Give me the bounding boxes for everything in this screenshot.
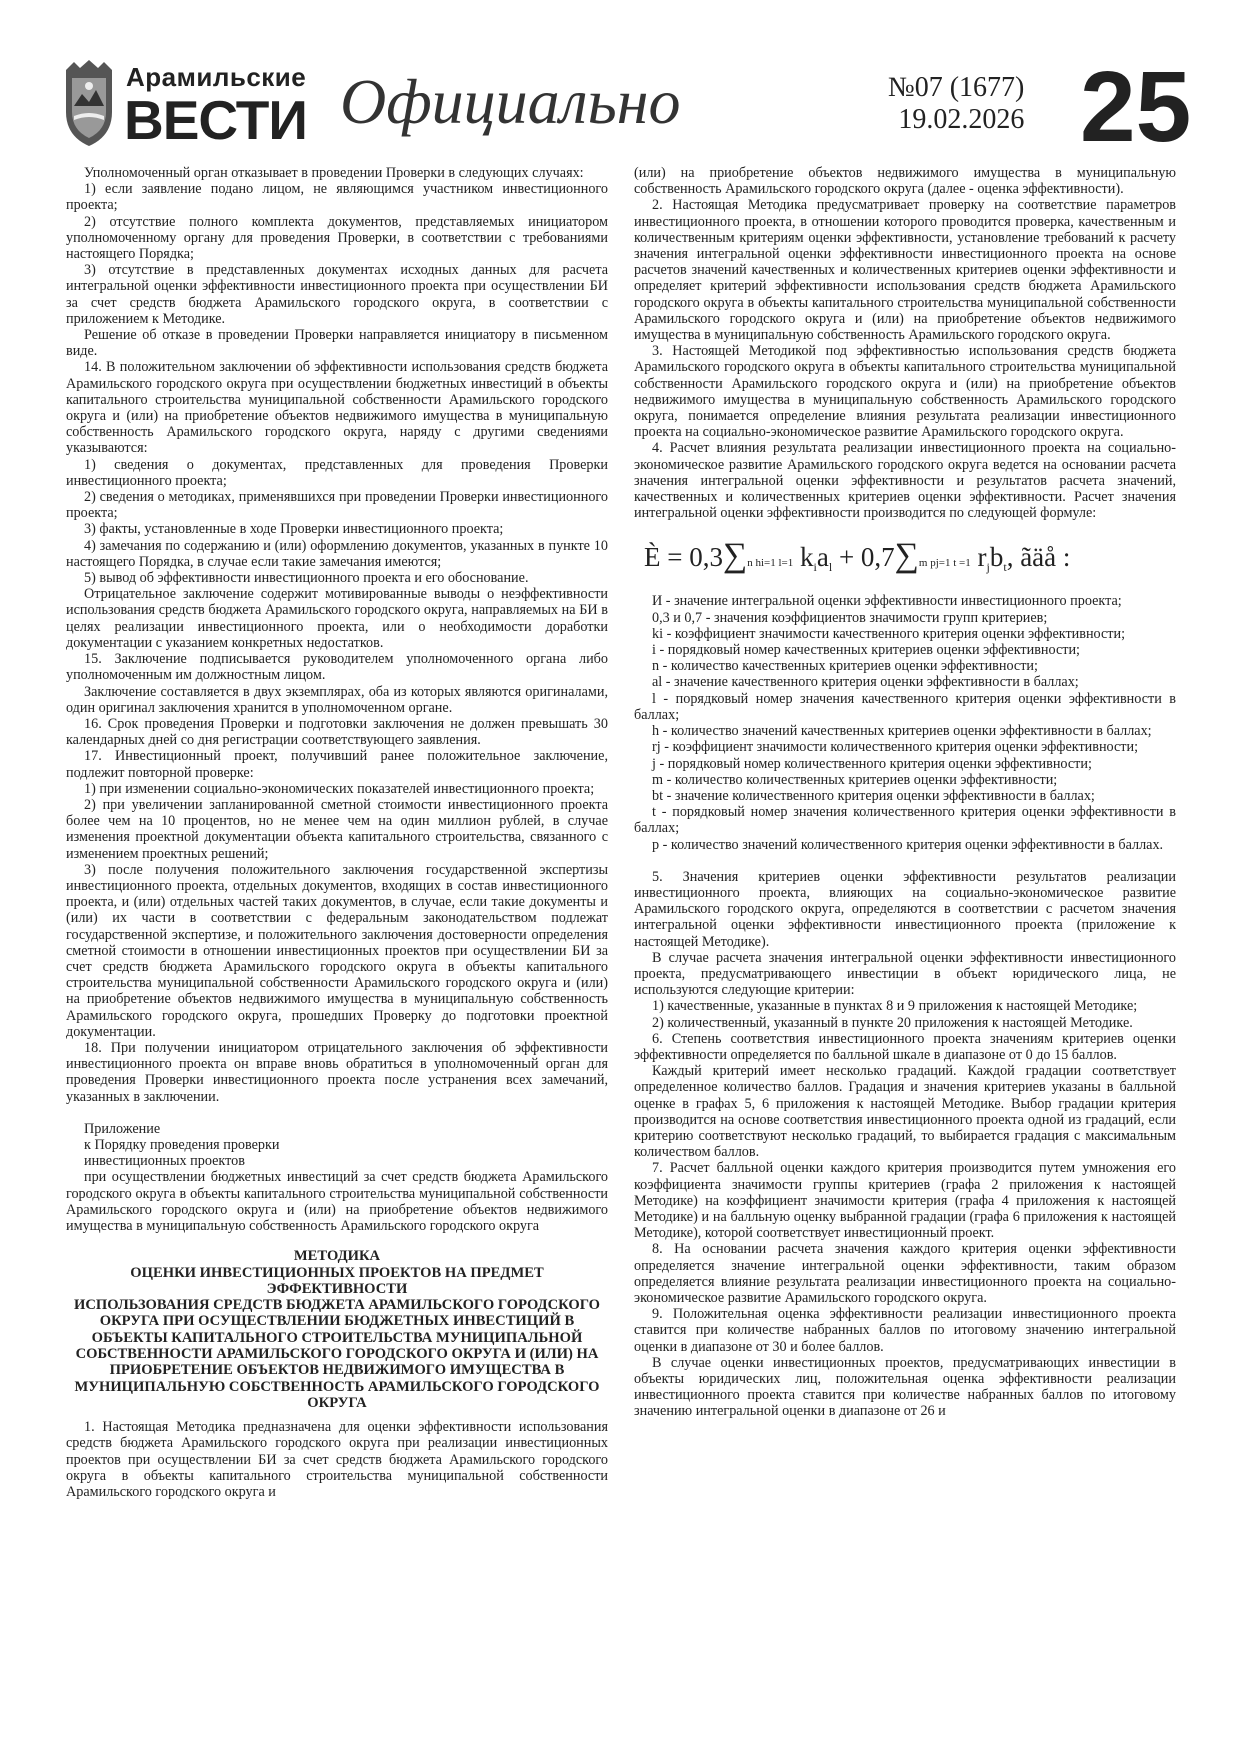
formula-lhs: È = 0,3 (644, 542, 723, 573)
sum-icon: ∑ (894, 537, 919, 575)
definition: И - значение интегральной оценки эффективности инвестиционного проекта; (652, 593, 1122, 610)
formula-sum2-index: j=1 t =1 (935, 557, 971, 570)
paragraph: 1) если заявление подано лицом, не являющимся участником инвестиционного проекта; (66, 181, 608, 214)
paragraph: 9. Положительная оценка эффективности реализации инвестиционного проекта ставится при количестве набранных баллов по итоговому значению интегральной оценки в диапазоне от 30 и более баллов. (634, 1306, 1176, 1355)
paragraph: 3) факты, установленные в ходе Проверки инвестиционного проекта; (84, 521, 504, 538)
paragraph: 6. Степень соответствия инвестиционного проекта значениям критериев оценки эффективности определяется по балльной шкале в диапазоне от 0 до 15 баллов. (634, 1030, 1176, 1063)
paragraph: 2) количественный, указанный в пункте 20 приложения к настоящей Методике. (652, 1014, 1133, 1031)
definition: l - порядковый номер значения качественного критерия оценки эффективности в баллах; (634, 690, 1176, 723)
section-title: Официально (340, 66, 681, 137)
formula-term: b (989, 542, 1004, 573)
formula-sub: l (828, 560, 833, 575)
left-column (66, 165, 608, 1500)
paragraph: 8. На основании расчета значения каждого критерия оценки эффективности определяется значение интегральной оценки эффективности, таким образом определяется влияние результата реализации инвестиционного проекта на социально-экономическое развитие Арамильского городского округа. (634, 1241, 1176, 1306)
paragraph: 18. При получении инициатором отрицательного заключения об эффективности инвестиционного проекта он вправе вновь обратиться в уполномоченный орган для проведения Проверки инвестиционного проекта после устранения всех замечаний, указанных в заключении. (66, 1039, 608, 1105)
masthead (60, 51, 1192, 163)
definition: ki - коэффициент значимости качественного критерия оценки эффективности; (652, 625, 1126, 642)
newspaper-logo (60, 60, 307, 151)
logo-top-text: Арамильские (126, 62, 307, 92)
paragraph: 1) сведения о документах, представленных для проведения Проверки инвестиционного проекта; (66, 456, 608, 489)
paragraph: 4) замечания по содержанию и (или) оформлению документов, указанных в пункте 10 настоящего Порядка, в случае если такие замечания имеются; (66, 537, 608, 570)
formula-tail: , ãäå : (1006, 542, 1071, 573)
paragraph: 1) при изменении социально-экономических показателей инвестиционного проекта; (84, 780, 595, 797)
formula-term: k (800, 542, 814, 573)
definition: p - количество значений количественного критерия оценки эффективности в баллах. (652, 836, 1164, 853)
appendix-line: при осуществлении бюджетных инвестиций за счет средств бюджета Арамильского городского округа в объекты капитального строительства муниципальной собственности Арамильского городского округа и (или) на приобретение объектов недвижимого имущества в муниципальную собственность Арамильского городского округа (66, 1169, 608, 1234)
paragraph: 3) отсутствие в представленных документах исходных данных для расчета интегральной оценки эффективности инвестиционного проекта при осуществлении БИ за счет средств бюджета Арамильского городского округа, в соответствии с приложением к Методике. (66, 262, 608, 327)
issue-info (888, 72, 1024, 136)
paragraph: 5) вывод об эффективности инвестиционного проекта и его обоснование. (84, 570, 529, 587)
definition: 0,3 и 0,7 - значения коэффициентов значимости групп критериев; (652, 609, 1048, 626)
method-title-line: ИСПОЛЬЗОВАНИЯ СРЕДСТВ БЮДЖЕТА АРАМИЛЬСКОГО ГОРОДСКОГО ОКРУГА ПРИ ОСУЩЕСТВЛЕНИИ БЮДЖЕТНЫХ ИНВЕСТИЦИЙ В ОБЪЕКТЫ КАПИТАЛЬНОГО СТРОИТЕЛЬСТВА МУНИЦИПАЛЬНОЙ СОБСТВЕННОСТИ АРАМИЛЬСКОГО ГОРОДСКОГО ОКРУГА И (ИЛИ) НА ПРИОБРЕТЕНИЕ ОБЪЕКТОВ НЕДВИЖИМОГО ИМУЩЕСТВА В МУНИЦИПАЛЬНУЮ СОБСТВЕННОСТЬ АРАМИЛЬСКОГО ГОРОДСКОГО ОКРУГА (74, 1297, 600, 1411)
sum-icon: ∑ (722, 537, 748, 575)
integral-formula (634, 521, 1176, 593)
coat-of-arms-icon (60, 60, 118, 146)
paragraph: 2) отсутствие полного комплекта документов, представляемых инициатором уполномоченному органу для проведения Проверки, в соответствии с требованиями настоящего Порядка; (66, 213, 608, 263)
paragraph: 15. Заключение подписывается руководителем уполномоченного органа либо уполномоченным им должностным лицом. (66, 651, 608, 684)
logo-main-text: ВЕСТИ (124, 89, 307, 151)
formula-sub: t (1003, 560, 1007, 575)
paragraph: 14. В положительном заключении об эффективности использования средств бюджета Арамильского городского округа при осуществлении бюджетных инвестиций в объекты капитального строительства муниципальной собственности Арамильского городского округа и (или) на приобретение объектов недвижимого имущества в муниципальную собственность Арамильского городского округа, наряду с другими сведениями указываются: (66, 359, 608, 457)
issue-number: №07 (1677) (888, 72, 1025, 103)
appendix-line: Приложение (84, 1120, 161, 1137)
appendix-line: инвестиционных проектов (84, 1153, 245, 1170)
paragraph: 2) при увеличении запланированной сметной стоимости инвестиционного проекта более чем на 10 процентов, но не менее чем на один миллион рублей, в случае изменения проектной документации объекта капитального строительства, связанного с изменением проектных решений; (66, 796, 608, 862)
paragraph: Решение об отказе в проведении Проверки направляется инициатору в письменном виде. (66, 327, 608, 360)
paragraph: 2) сведения о методиках, применявшихся при проведении Проверки инвестиционного проекта; (66, 489, 608, 522)
definition: h - количество значений качественных критериев оценки эффективности в баллах; (652, 723, 1152, 740)
paragraph: 4. Расчет влияния результата реализации инвестиционного проекта на социально-экономическое развитие Арамильского городского округа ведется на основании расчета значения интегральной оценки эффективности и результатов расчета значений, качественных и количественных критериев оценки эффективности. Расчет значения интегральной оценки эффективности производится по следующей формуле: (634, 440, 1176, 522)
formula-sub: i (813, 560, 817, 575)
paragraph: Заключение составляется в двух экземплярах, оба из которых являются оригиналами, один оригинал заключения хранится в уполномоченном органе. (66, 683, 608, 716)
paragraph: 1. Настоящая Методика предназначена для оценки эффективности использования средств бюджета Арамильского городского округа при реализации инвестиционных проектов при осуществлении БИ за счет средств бюджета Арамильского городского округа в объекты капитального строительства муниципальной собственности Арамильского городского округа и (66, 1419, 608, 1500)
right-column (634, 165, 1176, 1420)
formula-term: a (816, 542, 829, 573)
paragraph: 3. Настоящей Методикой под эффективностью использования средств бюджета Арамильского городского округа в объекты капитального строительства муниципальной собственности Арамильского городского округа и (или) на приобретение объектов недвижимого имущества в муниципальную собственность Арамильского городского округа, понимается определение влияния результата реализации инвестиционного проекта на социально-экономическое развитие Арамильского городского округа. (634, 343, 1176, 441)
formula-sum1-index: i=1 l=1 (760, 557, 794, 570)
paragraph: 16. Срок проведения Проверки и подготовки заключения не должен превышать 30 календарных дней со дня регистрации соответствующего заявления. (66, 715, 608, 749)
method-title-line: ОЦЕНКИ ИНВЕСТИЦИОННЫХ ПРОЕКТОВ НА ПРЕДМЕТ ЭФФЕКТИВНОСТИ (130, 1264, 544, 1297)
method-title-line: МЕТОДИКА (293, 1248, 381, 1265)
definition: bt - значение количественного критерия оценки эффективности в баллах; (652, 787, 1095, 804)
formula-term: r (977, 542, 987, 573)
method-title (66, 1248, 608, 1411)
page-number: 25 (1080, 51, 1192, 163)
paragraph: Отрицательное заключение содержит мотивированные выводы о неэффективности использования средств бюджета Арамильского городского округа, направляемых на БИ в целях реализации инвестиционного проекта, или о необходимости доработки документации с указанием конкретных недостатков. (66, 586, 608, 651)
formula-mid: + 0,7 (832, 542, 895, 573)
formula-sum1-limits: n h (747, 557, 761, 570)
formula-expression (644, 537, 1071, 582)
appendix-note (66, 1121, 608, 1234)
paragraph: 1) качественные, указанные в пунктах 8 и 9 приложения к настоящей Методике; (652, 998, 1138, 1015)
paragraph: В случае оценки инвестиционных проектов, предусматривающих инвестиции в объекты юридических лиц, положительная оценка эффективности реализации инвестиционного проекта ставится при количестве набранных баллов по итоговому значению интегральной оценки в диапазоне от 26 и (634, 1354, 1176, 1420)
definition: j - порядковый номер количественного критерия оценки эффективности; (652, 755, 1092, 772)
paragraph: 5. Значения критериев оценки эффективности результатов реализации инвестиционного проекта, влияющих на социально-экономическое развитие Арамильского городского округа, определяются в соответствии с расчетом значения интегральной оценки эффективности инвестиционного проекта (приложение к настоящей Методике). (634, 868, 1176, 950)
paragraph: 7. Расчет балльной оценки каждого критерия производится путем умножения его коэффициента значимости группы критериев (графа 2 приложения к настоящей Методике) на коэффициент значимости критерия (графа 4 приложения к настоящей Методике) и на балльную оценку выбранной градации (графа 6 приложения к настоящей Методике), которой соответствует инвестиционный проект. (634, 1160, 1176, 1242)
paragraph: (или) на приобретение объектов недвижимого имущества в муниципальную собственность Арамильского городского округа (далее - оценка эффективности). (634, 165, 1176, 198)
paragraph: 17. Инвестиционный проект, получивший ранее положительное заключение, подлежит повторной проверке: (66, 748, 608, 781)
paragraph: Уполномоченный орган отказывает в проведении Проверки в следующих случаях: (84, 165, 584, 181)
definition: t - порядковый номер значения количественного критерия оценки эффективности в баллах; (634, 804, 1176, 837)
definition: m - количество количественных критериев оценки эффективности; (652, 771, 1058, 788)
paragraph: 2. Настоящая Методика предусматривает проверку на соответствие параметров инвестиционного проекта, в отношении которого проводится проверка, качественным и количественным критериям оценки эффективности, установление требований к расчету значения интегральной оценки эффективности инвестиционного проекта на основе расчетов значений качественных и количественных критериев оценки эффективности и определяет критерий эффективности использования средств бюджета Арамильского городского округа в объекты капитального строительства муниципальной собственности Арамильского городского округа и (или) на приобретение объектов недвижимого имущества в муниципальную собственность Арамильского городского округа. (634, 197, 1176, 344)
formula-sum2-limits: m p (918, 557, 936, 570)
definition: rj - коэффициент значимости количественного критерия оценки эффективности; (652, 739, 1139, 756)
paragraph: 3) после получения положительного заключения государственной экспертизы инвестиционного проекта, отдельных документов, входящих в состав инвестиционного проекта, и (или) отдельных частей таких документов, в случае, если такие документы и (или) их части в соответствии с федеральным законодательством подлежат государственной экспертизе, и положительного заключения достоверности определения сметной стоимости в отношении инвестиционных проектов при осуществлении БИ за счет средств бюджета Арамильского городского округа в объекты капитального строительства муниципальной собственности Арамильского городского округа и (или) на приобретение объектов недвижимого имущества в муниципальную собственность Арамильского городского округа, прошедших Проверку до подготовки проектной документации. (66, 861, 608, 1040)
issue-date: 19.02.2026 (898, 104, 1025, 135)
appendix-line: к Порядку проведения проверки (84, 1136, 280, 1153)
paragraph: Каждый критерий имеет несколько градаций. Каждой градации соответствует определенное количество баллов. Градация и значения критериев указаны в балльной оценке в графах 5, 6 приложения к настоящей Методике. Выбор градации критерия производится на основе соответствия инвестиционного проекта одной из градаций, если критерию соответствуют несколько градаций, то выбирается градация с максимальным количеством баллов. (634, 1063, 1176, 1161)
paragraph: В случае расчета значения интегральной оценки эффективности инвестиционного проекта, предусматривающего инвестиции в объект юридического лица, не используются следующие критерии: (634, 949, 1176, 999)
formula-sub: j (986, 560, 990, 575)
definition: n - количество качественных критериев оценки эффективности; (652, 658, 1038, 675)
definition: i - порядковый номер качественных критериев оценки эффективности; (652, 642, 1080, 659)
definition: al - значение качественного критерия оценки эффективности в баллах; (652, 674, 1079, 691)
